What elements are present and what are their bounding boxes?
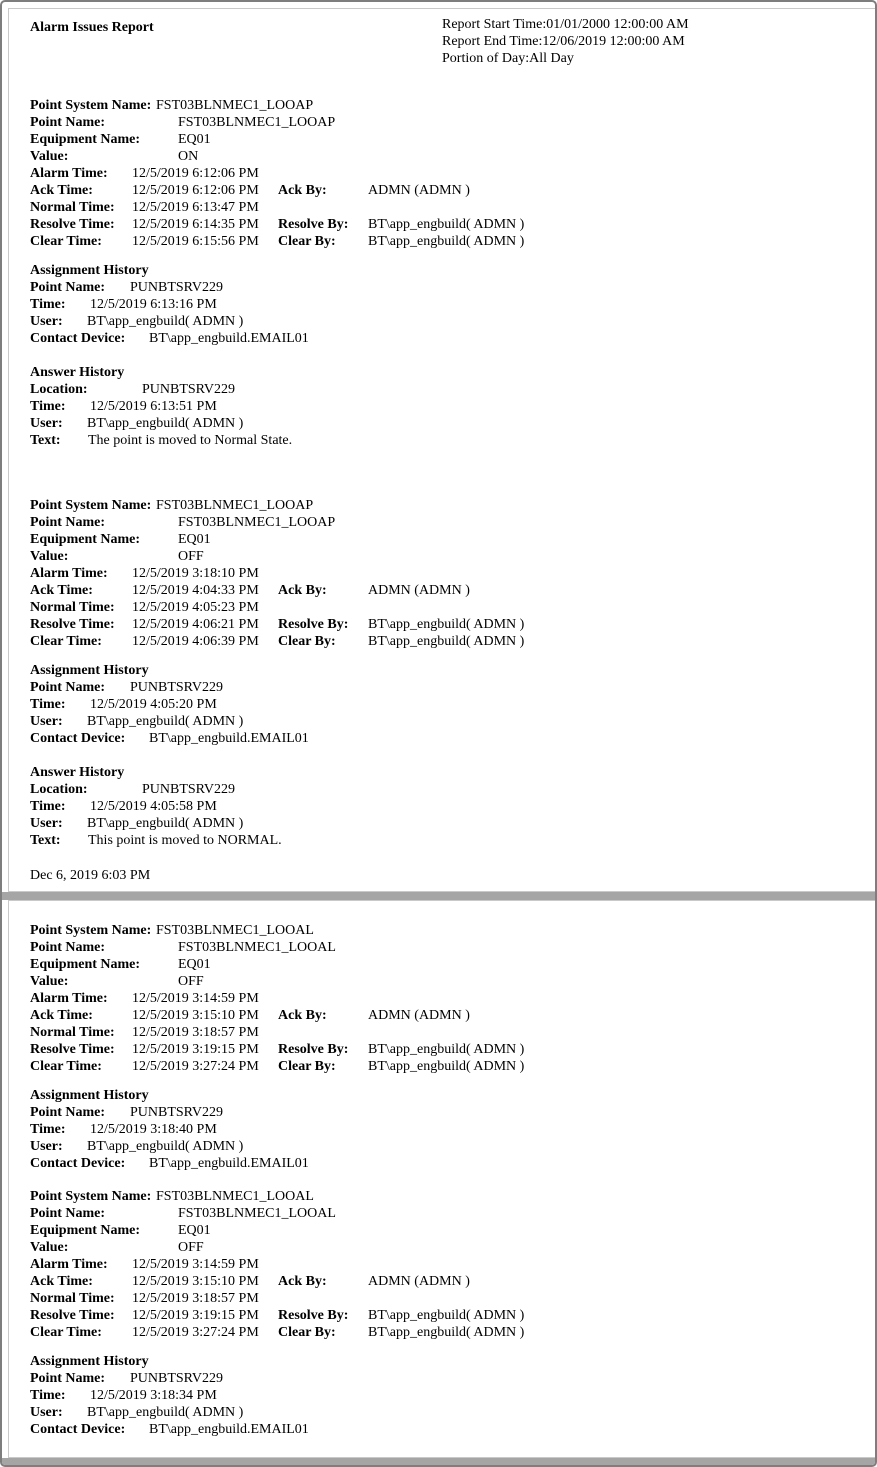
clear-by-value: BT\app_engbuild( ADMN )	[368, 1059, 525, 1074]
answer-history-heading: Answer History	[30, 765, 125, 780]
point-name-value: PUNBTSRV229	[130, 1105, 224, 1120]
normal-time-value: 12/5/2019 3:18:57 PM	[132, 1291, 259, 1306]
history-row	[30, 815, 244, 832]
point-name-label: Point Name:	[30, 1371, 106, 1386]
clear-time-value: 12/5/2019 3:27:24 PM	[132, 1325, 259, 1340]
history-row	[30, 313, 244, 330]
contact-device-value: BT\app_engbuild.EMAIL01	[149, 731, 309, 746]
time-value: 12/5/2019 3:18:40 PM	[90, 1122, 217, 1137]
report-header	[30, 19, 154, 36]
ack-by-label: Ack By:	[278, 183, 327, 198]
contact-device-label: Contact Device:	[30, 1422, 126, 1437]
point-name-label: Point Name:	[30, 515, 106, 530]
user-value: BT\app_engbuild( ADMN )	[87, 1405, 244, 1420]
page-footer	[30, 867, 150, 884]
user-value: BT\app_engbuild( ADMN )	[87, 1139, 244, 1154]
clear-by-value: BT\app_engbuild( ADMN )	[368, 234, 525, 249]
point-system-name-label: Point System Name:	[30, 98, 152, 113]
answer-history-heading: Answer History	[30, 365, 125, 380]
alarm-time-label: Alarm Time:	[30, 166, 108, 181]
ack-by-value: ADMN (ADMN )	[368, 1274, 470, 1289]
ack-time-label: Ack Time:	[30, 1274, 93, 1289]
time-label: Time:	[30, 1122, 66, 1137]
ack-time-label: Ack Time:	[30, 583, 93, 598]
section-heading	[30, 662, 149, 679]
location-value: PUNBTSRV229	[142, 782, 236, 797]
contact-device-value: BT\app_engbuild.EMAIL01	[149, 1156, 309, 1171]
page-break-divider	[2, 1458, 875, 1465]
normal-time-label: Normal Time:	[30, 200, 115, 215]
clear-time-label: Clear Time:	[30, 234, 102, 249]
location-label: Location:	[30, 782, 88, 797]
value-value: OFF	[178, 549, 204, 564]
clear-by-value: BT\app_engbuild( ADMN )	[368, 634, 525, 649]
resolve-time-label: Resolve Time:	[30, 1042, 115, 1057]
ack-time-label: Ack Time:	[30, 183, 93, 198]
history-row	[30, 1421, 309, 1438]
user-label: User:	[30, 816, 63, 831]
user-label: User:	[30, 1405, 63, 1420]
normal-time-value: 12/5/2019 3:18:57 PM	[132, 1025, 259, 1040]
resolve-by-label: Resolve By:	[278, 217, 349, 232]
ack-by-label: Ack By:	[278, 1008, 327, 1023]
history-row	[30, 798, 217, 815]
point-name-label: Point Name:	[30, 940, 106, 955]
equipment-name-label: Equipment Name:	[30, 1223, 141, 1238]
point-name-label: Point Name:	[30, 1105, 106, 1120]
resolve-time-label: Resolve Time:	[30, 217, 115, 232]
assignment-history-heading: Assignment History	[30, 1354, 149, 1369]
resolve-by-value: BT\app_engbuild( ADMN )	[368, 617, 525, 632]
resolve-by-value: BT\app_engbuild( ADMN )	[368, 1042, 525, 1057]
time-value: 12/5/2019 4:05:20 PM	[90, 697, 217, 712]
clear-time-label: Clear Time:	[30, 1059, 102, 1074]
point-name-value: FST03BLNMEC1_LOOAP	[178, 515, 336, 530]
history-row	[30, 1155, 309, 1172]
assignment-history	[30, 1087, 309, 1172]
page-footer-timestamp: Dec 6, 2019 6:03 PM	[30, 868, 151, 883]
point-name-value: FST03BLNMEC1_LOOAP	[178, 115, 336, 130]
alarm-time-label: Alarm Time:	[30, 991, 108, 1006]
text-label: Text:	[30, 833, 61, 848]
value-label: Value:	[30, 974, 69, 989]
time-label: Time:	[30, 697, 66, 712]
clear-by-label: Clear By:	[278, 234, 336, 249]
history-row	[30, 1370, 224, 1387]
section-heading	[30, 364, 124, 381]
time-label: Time:	[30, 297, 66, 312]
resolve-by-value: BT\app_engbuild( ADMN )	[368, 1308, 525, 1323]
user-label: User:	[30, 714, 63, 729]
user-label: User:	[30, 314, 63, 329]
ack-by-value: ADMN (ADMN )	[368, 583, 470, 598]
section-heading	[30, 1087, 149, 1104]
page-break-divider	[2, 892, 875, 900]
location-label: Location:	[30, 382, 88, 397]
point-system-name-value: FST03BLNMEC1_LOOAP	[156, 98, 314, 113]
section-heading	[30, 262, 149, 279]
alarm-time-label: Alarm Time:	[30, 1257, 108, 1272]
clear-time-value: 12/5/2019 3:27:24 PM	[132, 1059, 259, 1074]
alarm-time-value: 12/5/2019 3:14:59 PM	[132, 1257, 259, 1272]
alarm-time-value: 12/5/2019 3:18:10 PM	[132, 566, 259, 581]
assignment-history-heading: Assignment History	[30, 663, 149, 678]
contact-device-value: BT\app_engbuild.EMAIL01	[149, 331, 309, 346]
ack-by-label: Ack By:	[278, 583, 327, 598]
page-2	[8, 900, 875, 1458]
history-row	[30, 330, 309, 347]
resolve-by-label: Resolve By:	[278, 617, 349, 632]
resolve-time-label: Resolve Time:	[30, 617, 115, 632]
resolve-time-value: 12/5/2019 4:06:21 PM	[132, 617, 259, 632]
resolve-by-value: BT\app_engbuild( ADMN )	[368, 217, 525, 232]
user-value: BT\app_engbuild( ADMN )	[87, 314, 244, 329]
value-label: Value:	[30, 1240, 69, 1255]
section-heading	[30, 1353, 149, 1370]
history-row	[30, 1121, 217, 1138]
normal-time-value: 12/5/2019 6:13:47 PM	[132, 200, 259, 215]
contact-device-value: BT\app_engbuild.EMAIL01	[149, 1422, 309, 1437]
value-value: OFF	[178, 974, 204, 989]
user-label: User:	[30, 1139, 63, 1154]
resolve-time-value: 12/5/2019 3:19:15 PM	[132, 1042, 259, 1057]
normal-time-label: Normal Time:	[30, 1025, 115, 1040]
equipment-name-value: EQ01	[178, 1223, 211, 1238]
time-value: 12/5/2019 3:18:34 PM	[90, 1388, 217, 1403]
ack-by-value: ADMN (ADMN )	[368, 183, 470, 198]
page-1	[8, 8, 875, 892]
contact-device-label: Contact Device:	[30, 331, 126, 346]
equipment-name-label: Equipment Name:	[30, 957, 141, 972]
user-value: BT\app_engbuild( ADMN )	[87, 816, 244, 831]
time-label: Time:	[30, 799, 66, 814]
history-row	[30, 679, 224, 696]
section-heading	[30, 764, 124, 781]
ack-time-value: 12/5/2019 3:15:10 PM	[132, 1274, 259, 1289]
equipment-name-value: EQ01	[178, 532, 211, 547]
ack-time-value: 12/5/2019 6:12:06 PM	[132, 183, 259, 198]
equipment-name-value: EQ01	[178, 132, 211, 147]
contact-device-label: Contact Device:	[30, 1156, 126, 1171]
time-label: Time:	[30, 1388, 66, 1403]
report-header-right	[442, 16, 689, 67]
answer-history	[30, 364, 293, 449]
assignment-history	[30, 262, 309, 347]
time-label: Time:	[30, 399, 66, 414]
value-value: ON	[178, 149, 199, 164]
value-label: Value:	[30, 149, 69, 164]
ack-time-value: 12/5/2019 3:15:10 PM	[132, 1008, 259, 1023]
point-system-name-value: FST03BLNMEC1_LOOAP	[156, 498, 314, 513]
point-name-label: Point Name:	[30, 1206, 106, 1221]
history-row	[30, 432, 293, 449]
equipment-name-value: EQ01	[178, 957, 211, 972]
history-row	[30, 730, 309, 747]
value-value: OFF	[178, 1240, 204, 1255]
report-end-time: Report End Time:12/06/2019 12:00:00 AM	[442, 34, 685, 49]
equipment-name-label: Equipment Name:	[30, 532, 141, 547]
resolve-time-value: 12/5/2019 3:19:15 PM	[132, 1308, 259, 1323]
clear-by-value: BT\app_engbuild( ADMN )	[368, 1325, 525, 1340]
point-name-value: FST03BLNMEC1_LOOAL	[178, 940, 336, 955]
clear-by-label: Clear By:	[278, 634, 336, 649]
location-value: PUNBTSRV229	[142, 382, 236, 397]
clear-time-value: 12/5/2019 6:15:56 PM	[132, 234, 259, 249]
resolve-time-label: Resolve Time:	[30, 1308, 115, 1323]
assignment-history	[30, 1353, 309, 1438]
resolve-by-label: Resolve By:	[278, 1042, 349, 1057]
time-value: 12/5/2019 4:05:58 PM	[90, 799, 217, 814]
assignment-history-heading: Assignment History	[30, 263, 149, 278]
point-name-value: PUNBTSRV229	[130, 280, 224, 295]
history-row	[30, 296, 217, 313]
normal-time-value: 12/5/2019 4:05:23 PM	[132, 600, 259, 615]
alarm-time-value: 12/5/2019 6:12:06 PM	[132, 166, 259, 181]
text-value: This point is moved to NORMAL.	[88, 833, 282, 848]
clear-by-label: Clear By:	[278, 1059, 336, 1074]
time-value: 12/5/2019 6:13:16 PM	[90, 297, 217, 312]
history-row	[30, 381, 236, 398]
point-name-value: PUNBTSRV229	[130, 1371, 224, 1386]
answer-history	[30, 764, 282, 849]
text-label: Text:	[30, 433, 61, 448]
clear-time-value: 12/5/2019 4:06:39 PM	[132, 634, 259, 649]
alarm-time-label: Alarm Time:	[30, 566, 108, 581]
point-name-value: FST03BLNMEC1_LOOAL	[178, 1206, 336, 1221]
alarm-time-value: 12/5/2019 3:14:59 PM	[132, 991, 259, 1006]
history-row	[30, 713, 244, 730]
point-system-name-label: Point System Name:	[30, 498, 152, 513]
equipment-name-label: Equipment Name:	[30, 132, 141, 147]
history-row	[30, 832, 282, 849]
ack-time-value: 12/5/2019 4:04:33 PM	[132, 583, 259, 598]
point-name-label: Point Name:	[30, 115, 106, 130]
resolve-by-label: Resolve By:	[278, 1308, 349, 1323]
history-row	[30, 1138, 244, 1155]
user-label: User:	[30, 416, 63, 431]
clear-time-label: Clear Time:	[30, 1325, 102, 1340]
report-start-time: Report Start Time:01/01/2000 12:00:00 AM	[442, 17, 689, 32]
value-label: Value:	[30, 549, 69, 564]
text-value: The point is moved to Normal State.	[88, 433, 293, 448]
user-value: BT\app_engbuild( ADMN )	[87, 714, 244, 729]
ack-by-label: Ack By:	[278, 1274, 327, 1289]
clear-time-label: Clear Time:	[30, 634, 102, 649]
history-row	[30, 415, 244, 432]
history-row	[30, 1387, 217, 1404]
point-name-label: Point Name:	[30, 680, 106, 695]
point-name-label: Point Name:	[30, 280, 106, 295]
ack-time-label: Ack Time:	[30, 1008, 93, 1023]
assignment-history-heading: Assignment History	[30, 1088, 149, 1103]
contact-device-label: Contact Device:	[30, 731, 126, 746]
normal-time-label: Normal Time:	[30, 600, 115, 615]
clear-by-label: Clear By:	[278, 1325, 336, 1340]
assignment-history	[30, 662, 309, 747]
resolve-time-value: 12/5/2019 6:14:35 PM	[132, 217, 259, 232]
portion-of-day: Portion of Day:All Day	[442, 51, 574, 66]
history-row	[30, 398, 217, 415]
point-system-name-value: FST03BLNMEC1_LOOAL	[156, 1189, 314, 1204]
normal-time-label: Normal Time:	[30, 1291, 115, 1306]
history-row	[30, 279, 224, 296]
history-row	[30, 781, 236, 798]
history-row	[30, 1404, 244, 1421]
point-system-name-label: Point System Name:	[30, 1189, 152, 1204]
time-value: 12/5/2019 6:13:51 PM	[90, 399, 217, 414]
point-system-name-label: Point System Name:	[30, 923, 152, 938]
ack-by-value: ADMN (ADMN )	[368, 1008, 470, 1023]
history-row	[30, 696, 217, 713]
user-value: BT\app_engbuild( ADMN )	[87, 416, 244, 431]
page-title: Alarm Issues Report	[30, 20, 154, 35]
point-system-name-value: FST03BLNMEC1_LOOAL	[156, 923, 314, 938]
point-name-value: PUNBTSRV229	[130, 680, 224, 695]
history-row	[30, 1104, 224, 1121]
